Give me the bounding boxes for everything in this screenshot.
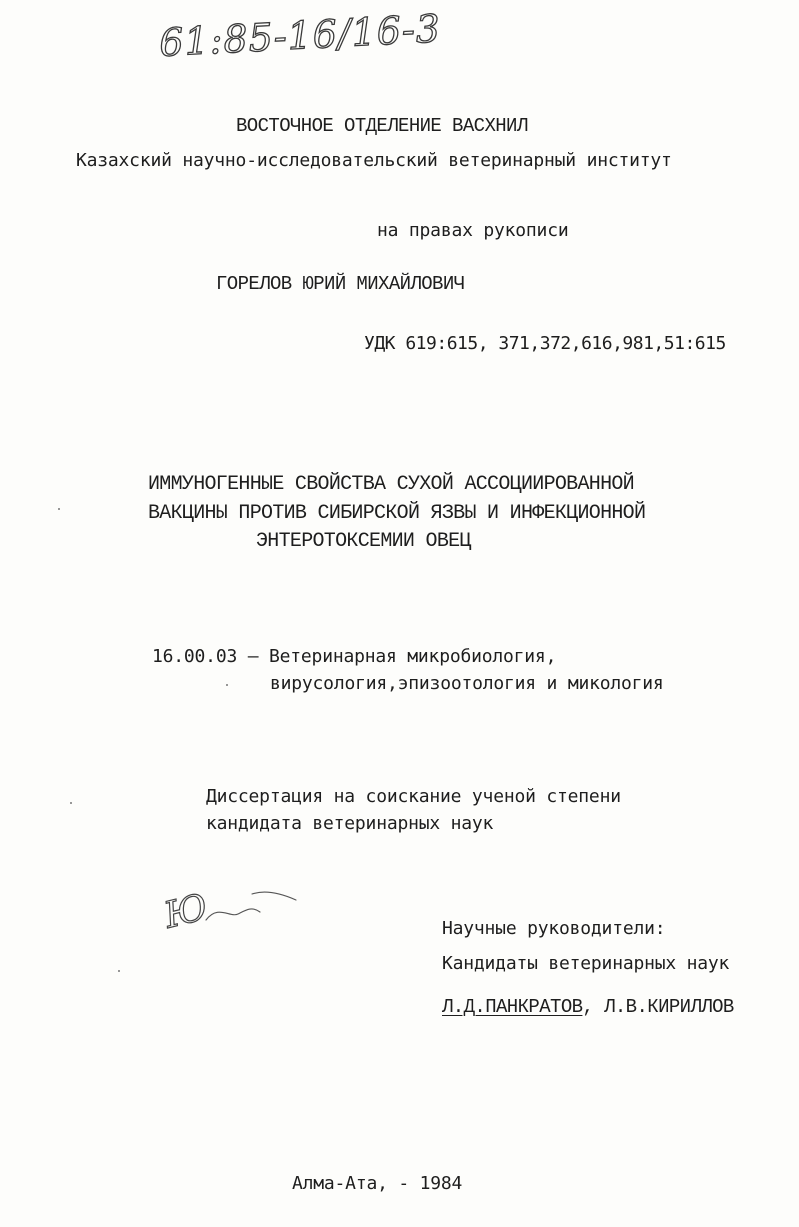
city-year: Алма-Ата, - 1984 [292,1173,463,1194]
supervisors-rank: Кандидаты ветеринарных наук [442,953,730,974]
specialty-code-line: 16.00.03 – Ветеринарная микробиология, [152,646,557,667]
title-line: ИММУНОГЕННЫЕ СВОЙСТВА СУХОЙ АССОЦИИРОВАННОЙ [148,473,634,496]
rights-note: на правах рукописи [377,220,569,241]
handwritten-accession-number [158,6,460,70]
degree-line: Диссертация на соискание ученой степени [206,786,621,807]
scan-speck [70,802,72,804]
degree-line: кандидата ветеринарных наук [206,813,494,834]
specialty-fields-line: вирусология,эпизоотология и микология [270,673,664,694]
accession-number-text: 61:85-16/16-3 [158,6,442,65]
scan-speck [118,970,120,972]
handwritten-signature [160,884,310,944]
scan-speck [58,508,60,510]
author-name: ГОРЕЛОВ ЮРИЙ МИХАЙЛОВИЧ [216,273,465,295]
organization-name: ВОСТОЧНОЕ ОТДЕЛЕНИЕ ВАСХНИЛ [236,115,528,137]
signature-stroke [206,892,296,920]
signature-text: Ю [160,886,212,937]
supervisors-names [442,996,734,1018]
udc-code: УДК 619:615, 371,372,616,981,51:615 [364,333,726,354]
title-line: ЭНТЕРОТОКСЕМИИ ОВЕЦ [256,530,471,553]
supervisors-heading: Научные руководители: [442,918,666,939]
name-separator: , [582,996,594,1018]
title-line: ВАКЦИНЫ ПРОТИВ СИБИРСКОЙ ЯЗВЫ И ИНФЕКЦИОННОЙ [148,502,646,525]
supervisor-name: Л.В.КИРИЛЛОВ [604,996,734,1018]
scan-speck [226,684,228,686]
institute-name: Казахский научно-исследовательский ветеринарный институт [76,150,672,171]
supervisor-name: Л.Д.ПАНКРАТОВ [442,996,583,1018]
